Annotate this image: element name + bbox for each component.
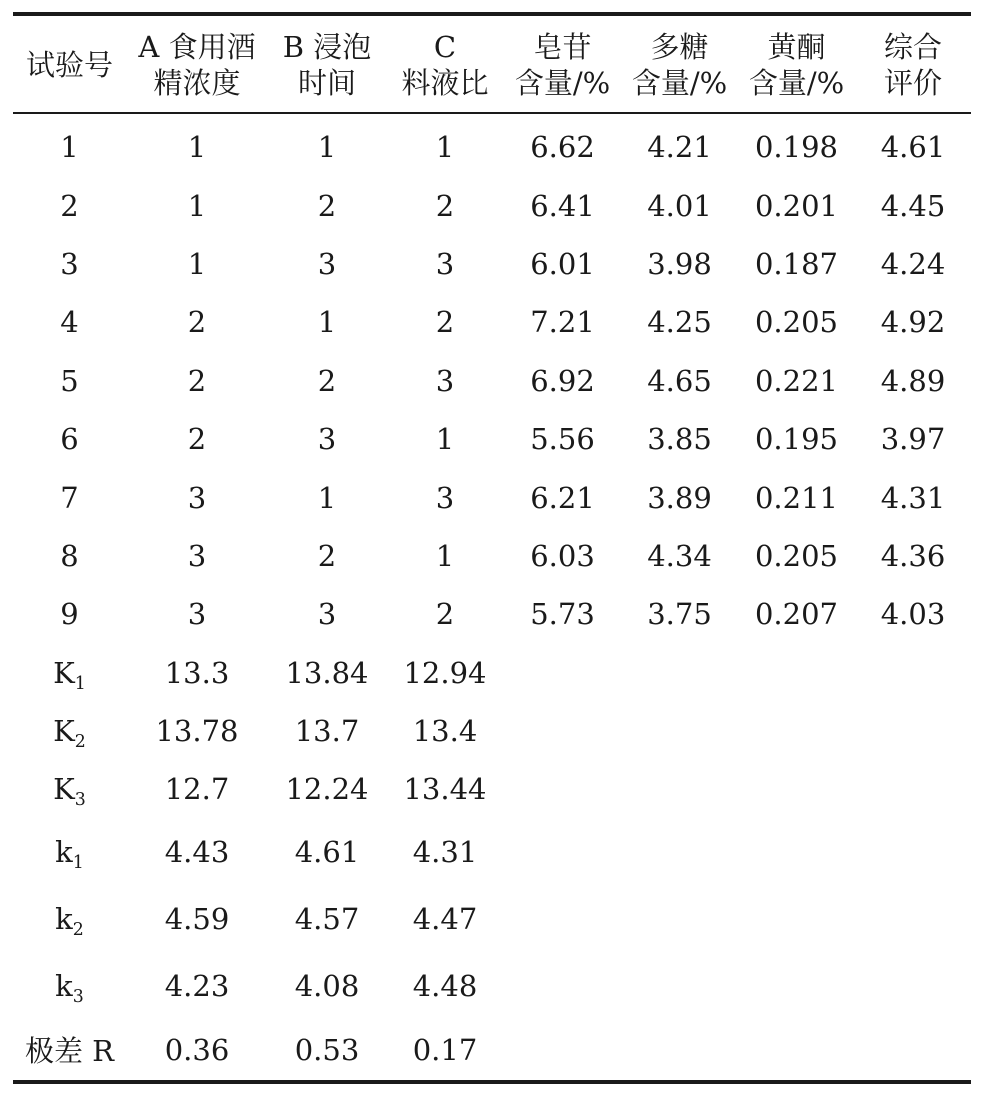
saponin-value: 6.41 (530, 188, 595, 223)
range-row (13, 1020, 971, 1082)
saponin-value: 6.62 (530, 130, 595, 165)
factor-b-level: 3 (317, 422, 337, 457)
k-mean-row (13, 819, 971, 886)
trial-no: 2 (60, 188, 79, 223)
header-flavone: 黄酮 含量/% (748, 30, 845, 100)
factor-b-level: 1 (317, 305, 337, 340)
k-mean-label: $k_3$ (55, 969, 84, 1008)
header-score: 综合 评价 (883, 30, 942, 100)
polysaccharide-value: 4.34 (647, 538, 712, 573)
trial-no: 4 (60, 305, 79, 340)
k-mean-row (13, 886, 971, 953)
header-row (13, 14, 971, 113)
k-mean-label: $k_2$ (55, 902, 84, 941)
score-value: 4.45 (880, 188, 946, 223)
trial-no: 5 (60, 363, 79, 398)
k-sum-c: 13.4 (412, 714, 478, 749)
table-body (13, 113, 971, 1082)
range-b: 0.53 (294, 1032, 360, 1067)
k-mean-b: 4.08 (294, 969, 360, 1004)
factor-b-level: 2 (317, 363, 337, 398)
factor-a-level: 2 (187, 422, 207, 457)
flavone-value: 0.205 (754, 538, 839, 573)
saponin-value: 6.21 (530, 480, 595, 515)
k-sum-a: 13.3 (164, 655, 230, 690)
k-mean-c: 4.31 (412, 835, 478, 870)
factor-a-level: 1 (187, 130, 207, 165)
header-factor-c: C 料液比 (401, 30, 489, 100)
k-sum-label: $K_2$ (53, 714, 86, 753)
k-mean-row (13, 953, 971, 1020)
k-sum-label: $K_1$ (53, 655, 86, 694)
k-mean-b: 4.57 (294, 902, 360, 937)
factor-a-level: 3 (187, 597, 207, 632)
k-mean-c: 4.48 (412, 969, 478, 1004)
saponin-value: 7.21 (530, 305, 595, 340)
score-value: 3.97 (880, 422, 946, 457)
table-header (13, 14, 971, 113)
factor-a-level: 2 (187, 305, 207, 340)
saponin-value: 5.73 (530, 597, 595, 632)
k-mean-a: 4.43 (164, 835, 230, 870)
factor-c-level: 3 (435, 363, 455, 398)
factor-b-level: 2 (317, 538, 337, 573)
flavone-value: 0.201 (754, 188, 839, 223)
trial-no: 7 (60, 480, 79, 515)
table-row (13, 468, 971, 526)
k-sum-c: 12.94 (403, 655, 487, 690)
flavone-value: 0.187 (754, 246, 839, 281)
k-mean-a: 4.59 (164, 902, 230, 937)
polysaccharide-value: 3.85 (647, 422, 712, 457)
polysaccharide-value: 4.01 (647, 188, 712, 223)
factor-b-level: 1 (317, 130, 337, 165)
polysaccharide-value: 3.98 (647, 246, 712, 281)
polysaccharide-value: 4.25 (647, 305, 712, 340)
factor-b-level: 2 (317, 188, 337, 223)
table-row (13, 352, 971, 410)
flavone-value: 0.195 (754, 422, 839, 457)
trial-no: 6 (60, 422, 79, 457)
range-label: 极差 R (24, 1034, 115, 1069)
saponin-value: 6.92 (530, 363, 595, 398)
k-sum-a: 12.7 (164, 772, 230, 807)
range-a: 0.36 (164, 1032, 230, 1067)
factor-c-level: 2 (435, 188, 455, 223)
polysaccharide-value: 3.89 (647, 480, 712, 515)
saponin-value: 6.01 (530, 246, 595, 281)
trial-no: 9 (60, 597, 79, 632)
table-row (13, 176, 971, 234)
trial-no: 8 (60, 538, 79, 573)
factor-c-level: 2 (435, 305, 455, 340)
polysaccharide-value: 4.21 (647, 130, 712, 165)
header-trial-no: 试验号 (25, 48, 113, 82)
factor-c-level: 1 (435, 538, 455, 573)
header-factor-a: A 食用酒 精浓度 (138, 30, 256, 100)
factor-b-level: 1 (317, 480, 337, 515)
k-sum-row (13, 760, 971, 818)
score-value: 4.31 (880, 480, 946, 515)
factor-c-level: 2 (435, 597, 455, 632)
range-c: 0.17 (412, 1032, 478, 1067)
k-sum-a: 13.78 (155, 714, 239, 749)
score-value: 4.92 (880, 305, 946, 340)
table-row (13, 235, 971, 293)
k-sum-label: $K_3$ (53, 772, 86, 811)
factor-c-level: 1 (435, 422, 455, 457)
table-row (13, 585, 971, 643)
factor-b-level: 3 (317, 246, 337, 281)
factor-a-level: 2 (187, 363, 207, 398)
score-value: 4.03 (880, 597, 946, 632)
trial-no: 1 (60, 130, 79, 165)
polysaccharide-value: 3.75 (647, 597, 712, 632)
score-value: 4.36 (880, 538, 946, 573)
k-sum-b: 12.24 (285, 772, 369, 807)
factor-c-level: 1 (435, 130, 455, 165)
k-sum-b: 13.7 (294, 714, 360, 749)
polysaccharide-value: 4.65 (647, 363, 712, 398)
k-mean-b: 4.61 (294, 835, 360, 870)
saponin-value: 5.56 (530, 422, 595, 457)
k-sum-row (13, 702, 971, 760)
factor-c-level: 3 (435, 246, 455, 281)
score-value: 4.61 (880, 130, 946, 165)
flavone-value: 0.207 (754, 597, 839, 632)
k-mean-c: 4.47 (412, 902, 478, 937)
factor-a-level: 3 (187, 538, 207, 573)
table-row (13, 410, 971, 468)
trial-no: 3 (60, 246, 79, 281)
k-sum-row (13, 644, 971, 702)
header-factor-b: B 浸泡 时间 (282, 30, 372, 100)
saponin-value: 6.03 (530, 538, 595, 573)
header-polysaccharide: 多糖 含量/% (631, 30, 728, 100)
header-saponin: 皂苷 含量/% (514, 30, 611, 100)
k-sum-c: 13.44 (403, 772, 487, 807)
flavone-value: 0.221 (754, 363, 839, 398)
k-sum-b: 13.84 (285, 655, 369, 690)
flavone-value: 0.205 (754, 305, 839, 340)
flavone-value: 0.211 (754, 480, 839, 515)
score-value: 4.24 (880, 246, 946, 281)
factor-c-level: 3 (435, 480, 455, 515)
k-mean-label: $k_1$ (55, 835, 84, 874)
table-row (13, 527, 971, 585)
score-value: 4.89 (880, 363, 946, 398)
factor-a-level: 3 (187, 480, 207, 515)
k-mean-a: 4.23 (164, 969, 230, 1004)
orthogonal-test-table (13, 12, 971, 1084)
table-row (13, 113, 971, 176)
factor-a-level: 1 (187, 246, 207, 281)
table-row (13, 293, 971, 351)
factor-b-level: 3 (317, 597, 337, 632)
factor-a-level: 1 (187, 188, 207, 223)
flavone-value: 0.198 (754, 130, 839, 165)
